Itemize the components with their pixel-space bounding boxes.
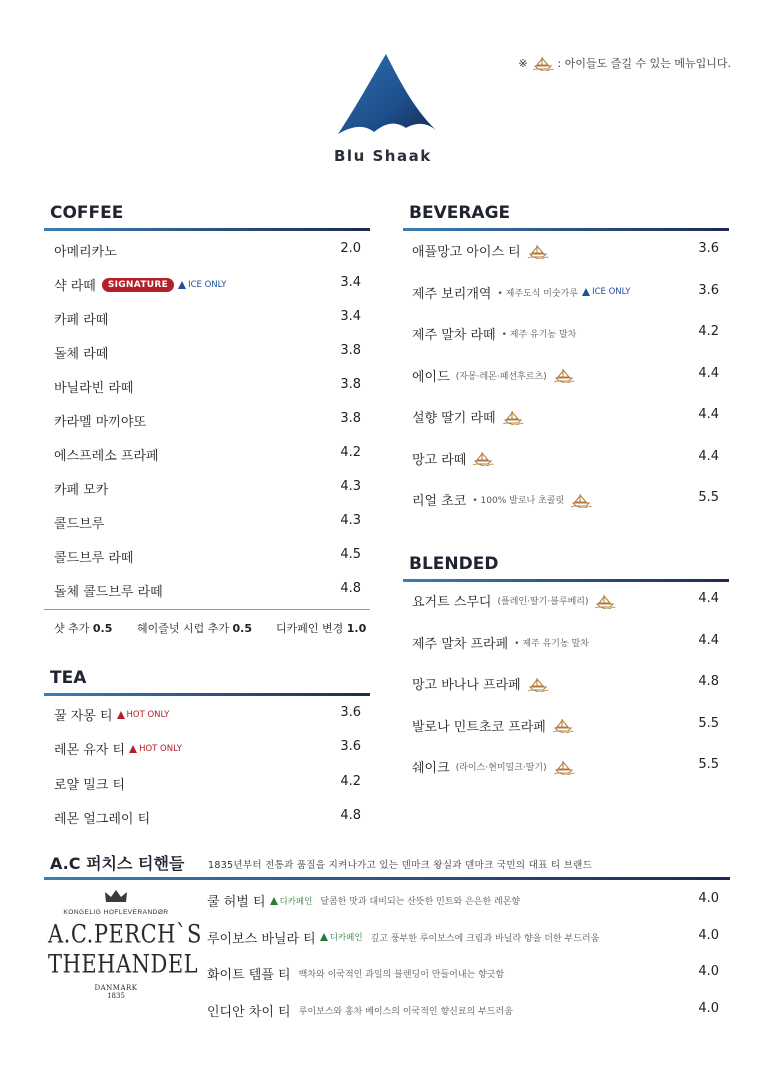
item-price: 3.6 <box>698 241 719 256</box>
coffee-title: COFFEE <box>50 203 124 223</box>
kids-boat-icon <box>553 367 575 383</box>
item-price: 4.4 <box>698 407 719 422</box>
item-price: 4.4 <box>698 632 719 648</box>
tag-red: HOT ONLY <box>117 710 170 720</box>
beverage-title: BEVERAGE <box>409 203 511 223</box>
item-name: 제주 보리개역 <box>412 286 492 302</box>
kids-boat-icon <box>553 759 575 775</box>
coffee-item <box>54 309 108 328</box>
item-price: 3.4 <box>340 275 361 290</box>
beverage-item <box>412 407 524 426</box>
item-name: 인디안 차이 티 <box>207 1004 291 1020</box>
item-price: 3.8 <box>340 411 361 426</box>
coffee-item <box>54 241 117 260</box>
item-price: 5.5 <box>698 715 719 731</box>
item-name: 리얼 초코 <box>412 494 467 509</box>
coffee-item <box>54 411 146 430</box>
item-note: • 제주 유기농 말차 <box>514 638 589 649</box>
item-price: 3.6 <box>698 282 719 298</box>
blended-title: BLENDED <box>409 554 499 574</box>
item-note: (플레인·딸기·블루베리) <box>497 597 589 607</box>
tag-red: HOT ONLY <box>129 744 182 754</box>
brand-name: Blu Shaak <box>334 147 432 165</box>
kids-boat-icon <box>532 55 554 71</box>
perch-logo <box>48 888 202 1000</box>
tag-blue: ICE ONLY <box>582 287 630 297</box>
kids-boat-icon <box>570 492 592 508</box>
item-price: 4.8 <box>340 581 361 596</box>
item-name: 돌체 콜드브루 라떼 <box>54 585 163 600</box>
coffee-item <box>54 547 133 566</box>
item-name: 아메리카노 <box>54 245 117 260</box>
item-name: 꿀 자몽 티 <box>54 709 113 724</box>
perch-item <box>207 891 520 910</box>
item-price: 4.4 <box>698 365 719 381</box>
ice-icon <box>582 288 590 296</box>
item-description: 달콤한 맛과 대비되는 산뜻한 민트와 은은한 레몬향 <box>320 897 521 907</box>
kids-boat-icon <box>527 676 549 692</box>
hot-icon <box>117 711 125 719</box>
coffee-rule <box>44 228 370 231</box>
tea-item <box>54 774 125 793</box>
note-mark: ※ <box>518 56 528 70</box>
blended-item <box>412 591 616 610</box>
item-name: 바닐라빈 라떼 <box>54 381 134 396</box>
item-name: 에스프레소 프라페 <box>54 449 159 464</box>
item-price: 5.5 <box>698 490 719 505</box>
item-price: 3.6 <box>340 705 361 720</box>
tea-rule <box>44 693 370 696</box>
item-price: 4.8 <box>340 807 361 823</box>
leaf-icon <box>320 933 328 941</box>
beverage-item <box>412 490 592 509</box>
item-price: 4.4 <box>698 448 719 464</box>
item-name: 루이보스 바닐라 티 <box>207 931 316 947</box>
coffee-item <box>54 513 104 532</box>
item-name: 애플망고 아이스 티 <box>412 245 521 260</box>
item-price: 4.5 <box>340 547 361 562</box>
ice-icon <box>178 281 186 289</box>
extra-decaf: 디카페인 변경 1.0 <box>276 622 367 635</box>
item-name: 카페 모카 <box>54 483 109 498</box>
tea-item <box>54 705 169 724</box>
leaf-icon <box>270 897 278 905</box>
item-price: 4.2 <box>698 324 719 339</box>
perch-subtitle: 1835년부터 전통과 품질을 지켜나가고 있는 덴마크 왕실과 덴마크 국민의 대표 티 브랜드 <box>208 860 593 871</box>
crown-icon <box>103 888 129 904</box>
perch-title: A.C 퍼치스 티핸들 <box>50 854 185 873</box>
item-name: 제주 말차 라떼 <box>412 328 496 343</box>
item-name: 화이트 템플 티 <box>207 968 291 983</box>
item-name: 샥 라떼 <box>54 279 96 294</box>
item-price: 4.3 <box>340 479 361 494</box>
item-name: 로얄 밀크 티 <box>54 777 126 793</box>
item-name: 카라멜 마끼야또 <box>54 415 147 430</box>
item-price: 3.6 <box>340 739 361 755</box>
item-name: 설향 딸기 라떼 <box>412 411 496 426</box>
item-name: 쿨 허벌 티 <box>207 895 266 910</box>
item-name: 레몬 얼그레이 티 <box>54 811 151 827</box>
item-name: 망고 바나나 프라페 <box>412 678 521 693</box>
item-price: 4.0 <box>698 964 719 979</box>
item-note: (자몽·레몬·패션후르츠) <box>455 371 547 382</box>
item-price: 4.2 <box>340 445 361 460</box>
coffee-item <box>54 479 108 498</box>
blended-item <box>412 716 574 735</box>
coffee-item <box>54 275 226 294</box>
item-name: 카페 라떼 <box>54 313 109 328</box>
item-note: • 100% 발로나 초콜릿 <box>472 496 565 506</box>
item-price: 3.4 <box>340 309 361 324</box>
coffee-item <box>54 377 133 396</box>
kids-boat-icon <box>472 450 494 466</box>
beverage-item <box>412 449 494 468</box>
tea-item <box>54 739 182 758</box>
tea-title: TEA <box>50 668 87 688</box>
item-price: 3.8 <box>340 377 361 392</box>
kids-boat-icon <box>594 593 616 609</box>
item-description: 백차와 이국적인 과일의 블렌딩이 만들어내는 향긋함 <box>298 970 505 980</box>
coffee-extras-divider <box>44 609 370 610</box>
item-price: 4.4 <box>698 591 719 606</box>
item-note: • 제주도식 미숫가루 <box>497 288 579 299</box>
item-price: 3.8 <box>340 343 361 358</box>
perch-logo-country: DANMARK <box>94 984 138 992</box>
perch-logo-line2: THEHANDEL <box>48 949 199 979</box>
note-text: : 아이들도 즐길 수 있는 메뉴입니다. <box>557 57 731 70</box>
extra-hazelnut: 헤이즐넛 시럽 추가 0.5 <box>137 622 253 635</box>
tag-green: 디카페인 <box>270 895 313 907</box>
item-name: 쉐이크 <box>412 761 450 776</box>
perch-logo-line1: A.C.PERCH`S <box>48 919 202 949</box>
beverage-item <box>412 324 576 343</box>
kids-menu-note <box>518 55 731 71</box>
item-description: 깊고 풍부한 루이보스에 크림과 바닐라 향을 더한 부드러움 <box>370 933 600 944</box>
item-name: 레몬 유자 티 <box>54 743 126 759</box>
item-price: 2.0 <box>340 241 361 256</box>
tea-item <box>54 808 150 827</box>
beverage-item <box>412 366 575 385</box>
item-description: 루이보스와 홍차 베이스의 이국적인 향신료의 부드러움 <box>298 1006 513 1017</box>
item-name: 콜드브루 <box>54 517 105 532</box>
tag-blue: ICE ONLY <box>178 280 226 290</box>
kids-boat-icon <box>502 409 524 425</box>
item-price: 4.0 <box>698 927 719 943</box>
item-price: 4.8 <box>698 674 719 689</box>
item-name: 돌체 라떼 <box>54 347 109 362</box>
item-note: (라이스·현미밀크·딸기) <box>455 763 547 773</box>
blu-shaak-logo-icon <box>333 52 443 140</box>
beverage-rule <box>403 228 729 231</box>
item-name: 망고 라떼 <box>412 452 467 468</box>
item-price: 4.0 <box>698 891 719 906</box>
perch-item <box>207 964 504 983</box>
coffee-item <box>54 343 108 362</box>
item-price: 5.5 <box>698 757 719 772</box>
perch-rule <box>44 877 730 880</box>
blended-item <box>412 633 589 652</box>
extra-shot: 샷 추가 0.5 <box>54 622 113 635</box>
perch-logo-top: KONGELIG HOFLEVERANDØR <box>63 909 169 916</box>
item-name: 요거트 스무디 <box>412 595 492 610</box>
beverage-item <box>412 241 549 260</box>
signature-badge: SIGNATURE <box>102 278 174 292</box>
hot-icon <box>129 745 137 753</box>
tag-green: 디카페인 <box>320 931 363 943</box>
kids-boat-icon <box>527 243 549 259</box>
kids-boat-icon <box>552 717 574 733</box>
beverage-item <box>412 283 630 302</box>
perch-item <box>207 1001 513 1020</box>
coffee-item <box>54 581 163 600</box>
item-name: 콜드브루 라떼 <box>54 551 134 566</box>
item-price: 4.0 <box>698 1000 719 1016</box>
coffee-item <box>54 445 159 464</box>
perch-logo-year: 1835 <box>107 992 125 1000</box>
item-note: • 제주 유기농 말차 <box>501 330 577 340</box>
item-name: 발로나 민트초코 프라페 <box>412 719 546 735</box>
item-price: 4.2 <box>340 773 361 789</box>
perch-item <box>207 928 599 947</box>
blended-item <box>412 674 549 693</box>
item-price: 4.3 <box>340 513 361 528</box>
item-name: 에이드 <box>412 369 450 385</box>
item-name: 제주 말차 프라페 <box>412 636 509 652</box>
blended-item <box>412 757 575 776</box>
blended-rule <box>403 579 729 582</box>
